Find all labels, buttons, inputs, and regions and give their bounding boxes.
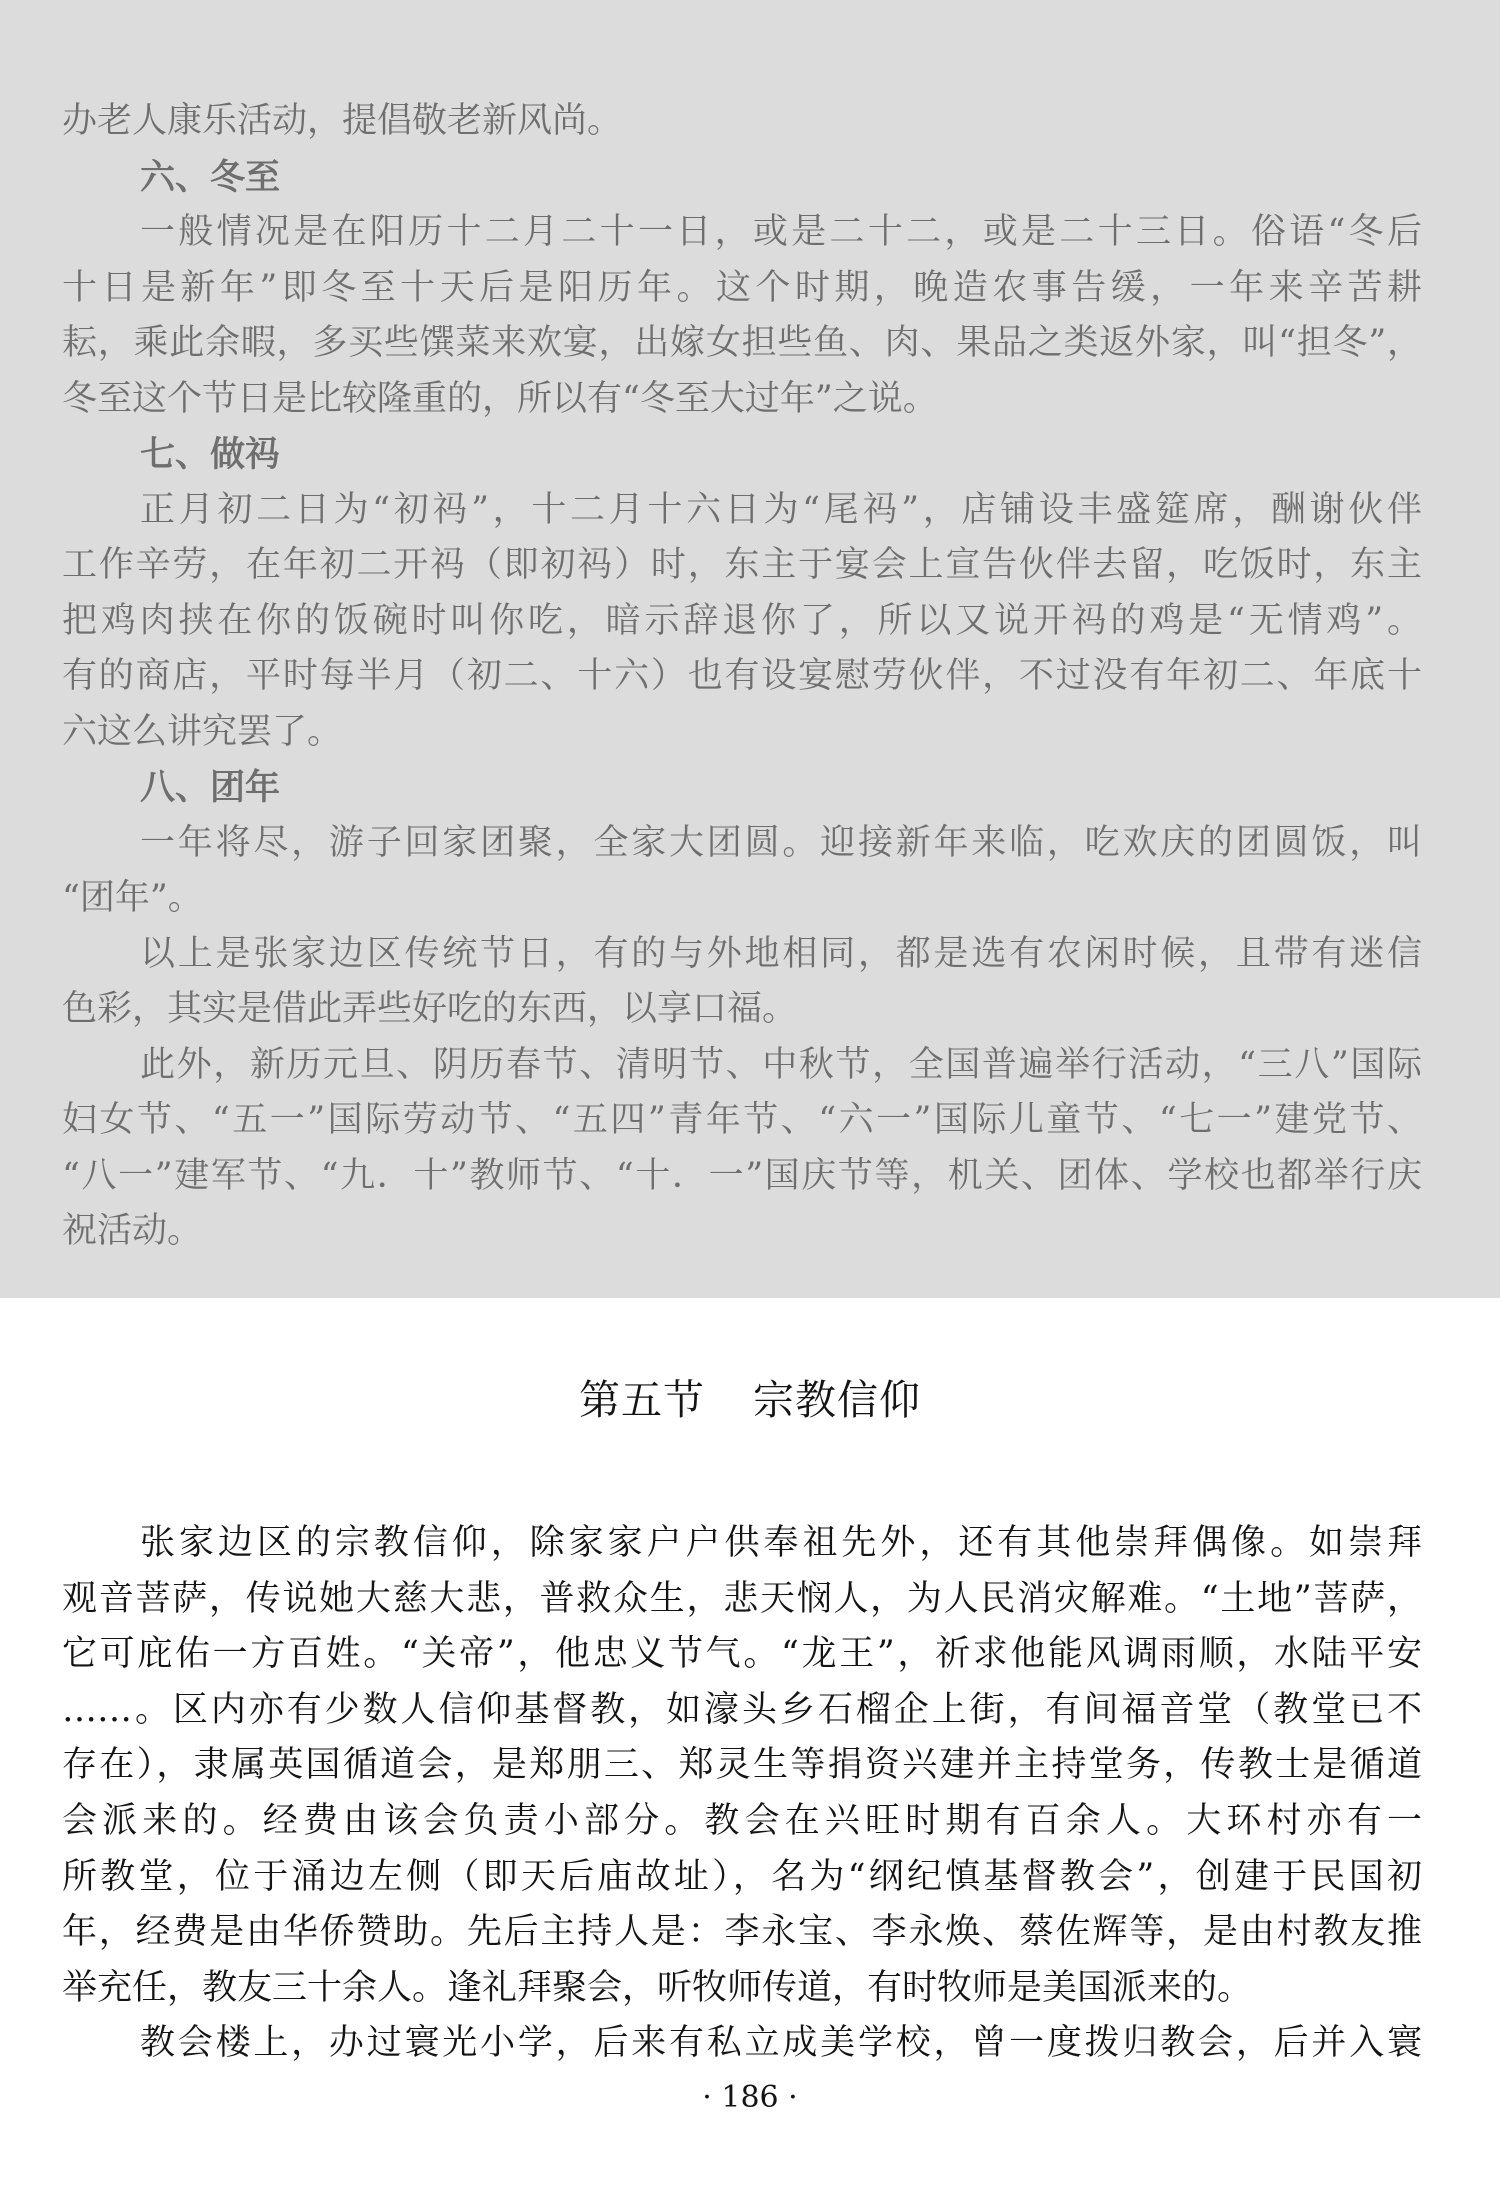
text-line: 存在），隶属英国循道会，是郑朋三、郑灵生等捐资兴建并主持堂务，传教士是循道 [62,1745,1422,1786]
text-line: 色彩，其实是借此弄些好吃的东西，以享口福。 [62,989,798,1029]
text-line: 一年将尽，游子回家团聚，全家大团圆。迎接新年来临，吃欢庆的团圆饭，叫 [140,822,1422,863]
text-line: 此外，新历元旦、阴历春节、清明节、中秋节，全国普遍举行活动，“三八”国际 [140,1044,1422,1085]
text-line: 会派来的。经费由该会负责小部分。教会在兴旺时期有百余人。大环村亦有一 [62,1800,1422,1841]
text-line: 正月初二日为“初祃”，十二月十六日为“尾祃”，店铺设丰盛筵席，酬谢伙伴 [140,489,1422,530]
text-line: 观音菩萨，传说她大慈大悲，普救众生，悲天悯人，为人民消灾解难。“土地”菩萨， [62,1578,1422,1619]
subsection-heading: 八、团年 [140,767,281,808]
body-text-block [62,1516,1422,2072]
text-line: 祝活动。 [62,1211,203,1251]
page-number: · 186 · [702,2080,798,2115]
text-line: 它可庇佑一方百姓。“关帝”，他忠义节气。“龙王”，祈求他能风调雨顺，水陆平安 [62,1634,1422,1675]
text-line: “八一”建军节、“九．十”教师节、“十．一”国庆节等，机关、团体、学校也都举行庆 [62,1155,1422,1196]
text-line: 以上是张家边区传统节日，有的与外地相同，都是选有农闲时候，且带有迷信 [140,933,1422,974]
text-line: 有的商店，平时每半月（初二、十六）也有设宴慰劳伙伴，不过没有年初二、年底十 [62,656,1422,696]
text-line: ……。区内亦有少数人信仰基督教，如濠头乡石榴企上街，有间福音堂（教堂已不 [62,1689,1422,1730]
text-line: 妇女节、“五一”国际劳动节、“五四”青年节、“六一”国际儿童节、“七一”建党节、 [62,1100,1422,1140]
text-line: 一般情况是在阳历十二月二十一日，或是二十二，或是二十三日。俗语“冬后 [140,212,1422,252]
text-line: 六这么讲究罢了。 [62,711,343,752]
text-line: 教会楼上，办过寰光小学，后来有私立成美学校，曾一度拨归教会，后并入寰 [140,2023,1422,2064]
text-line: 所教堂，位于涌边左侧（即天后庙故址），名为“纲纪慎基督教会”，创建于民国初 [62,1856,1422,1897]
text-line: 冬至这个节日是比较隆重的，所以有“冬至大过年”之说。 [62,378,938,419]
subsection-heading: 七、做祃 [140,434,281,475]
text-line: “团年”。 [62,878,203,918]
text-line: 十日是新年”即冬至十天后是阳历年。这个时期，晚造农事告缓，一年来辛苦耕 [62,267,1422,308]
section-name: 宗教信仰 [753,1376,921,1424]
text-line: 耘，乘此余暇，多买些馔菜来欢宴，出嫁女担些鱼、肉、果品之类返外家，叫“担冬”， [62,323,1422,363]
text-line: 办老人康乐活动，提倡敬老新风尚。 [62,101,623,141]
shaded-text-block [62,94,1422,1260]
text-line: 举充任，教友三十余人。逢礼拜聚会，听牧师传道，有时牧师是美国派来的。 [62,1967,1253,2008]
text-line: 把鸡肉挟在你的饭碗时叫你吃，暗示辞退你了，所以又说开祃的鸡是“无情鸡”。 [62,600,1422,641]
text-line: 年，经费是由华侨赞助。先后主持人是：李永宝、李永焕、蔡佐辉等，是由村教友推 [62,1912,1422,1953]
text-line: 张家边区的宗教信仰，除家家户户供奉祖先外，还有其他崇拜偶像。如崇拜 [140,1523,1422,1563]
subsection-heading: 六、冬至 [140,156,281,198]
section-number: 第五节 [579,1376,705,1424]
section-title [0,1370,1500,1430]
text-line: 工作辛劳，在年初二开祃（即初祃）时，东主于宴会上宣告伙伴去留，吃饭时，东主 [62,545,1422,585]
